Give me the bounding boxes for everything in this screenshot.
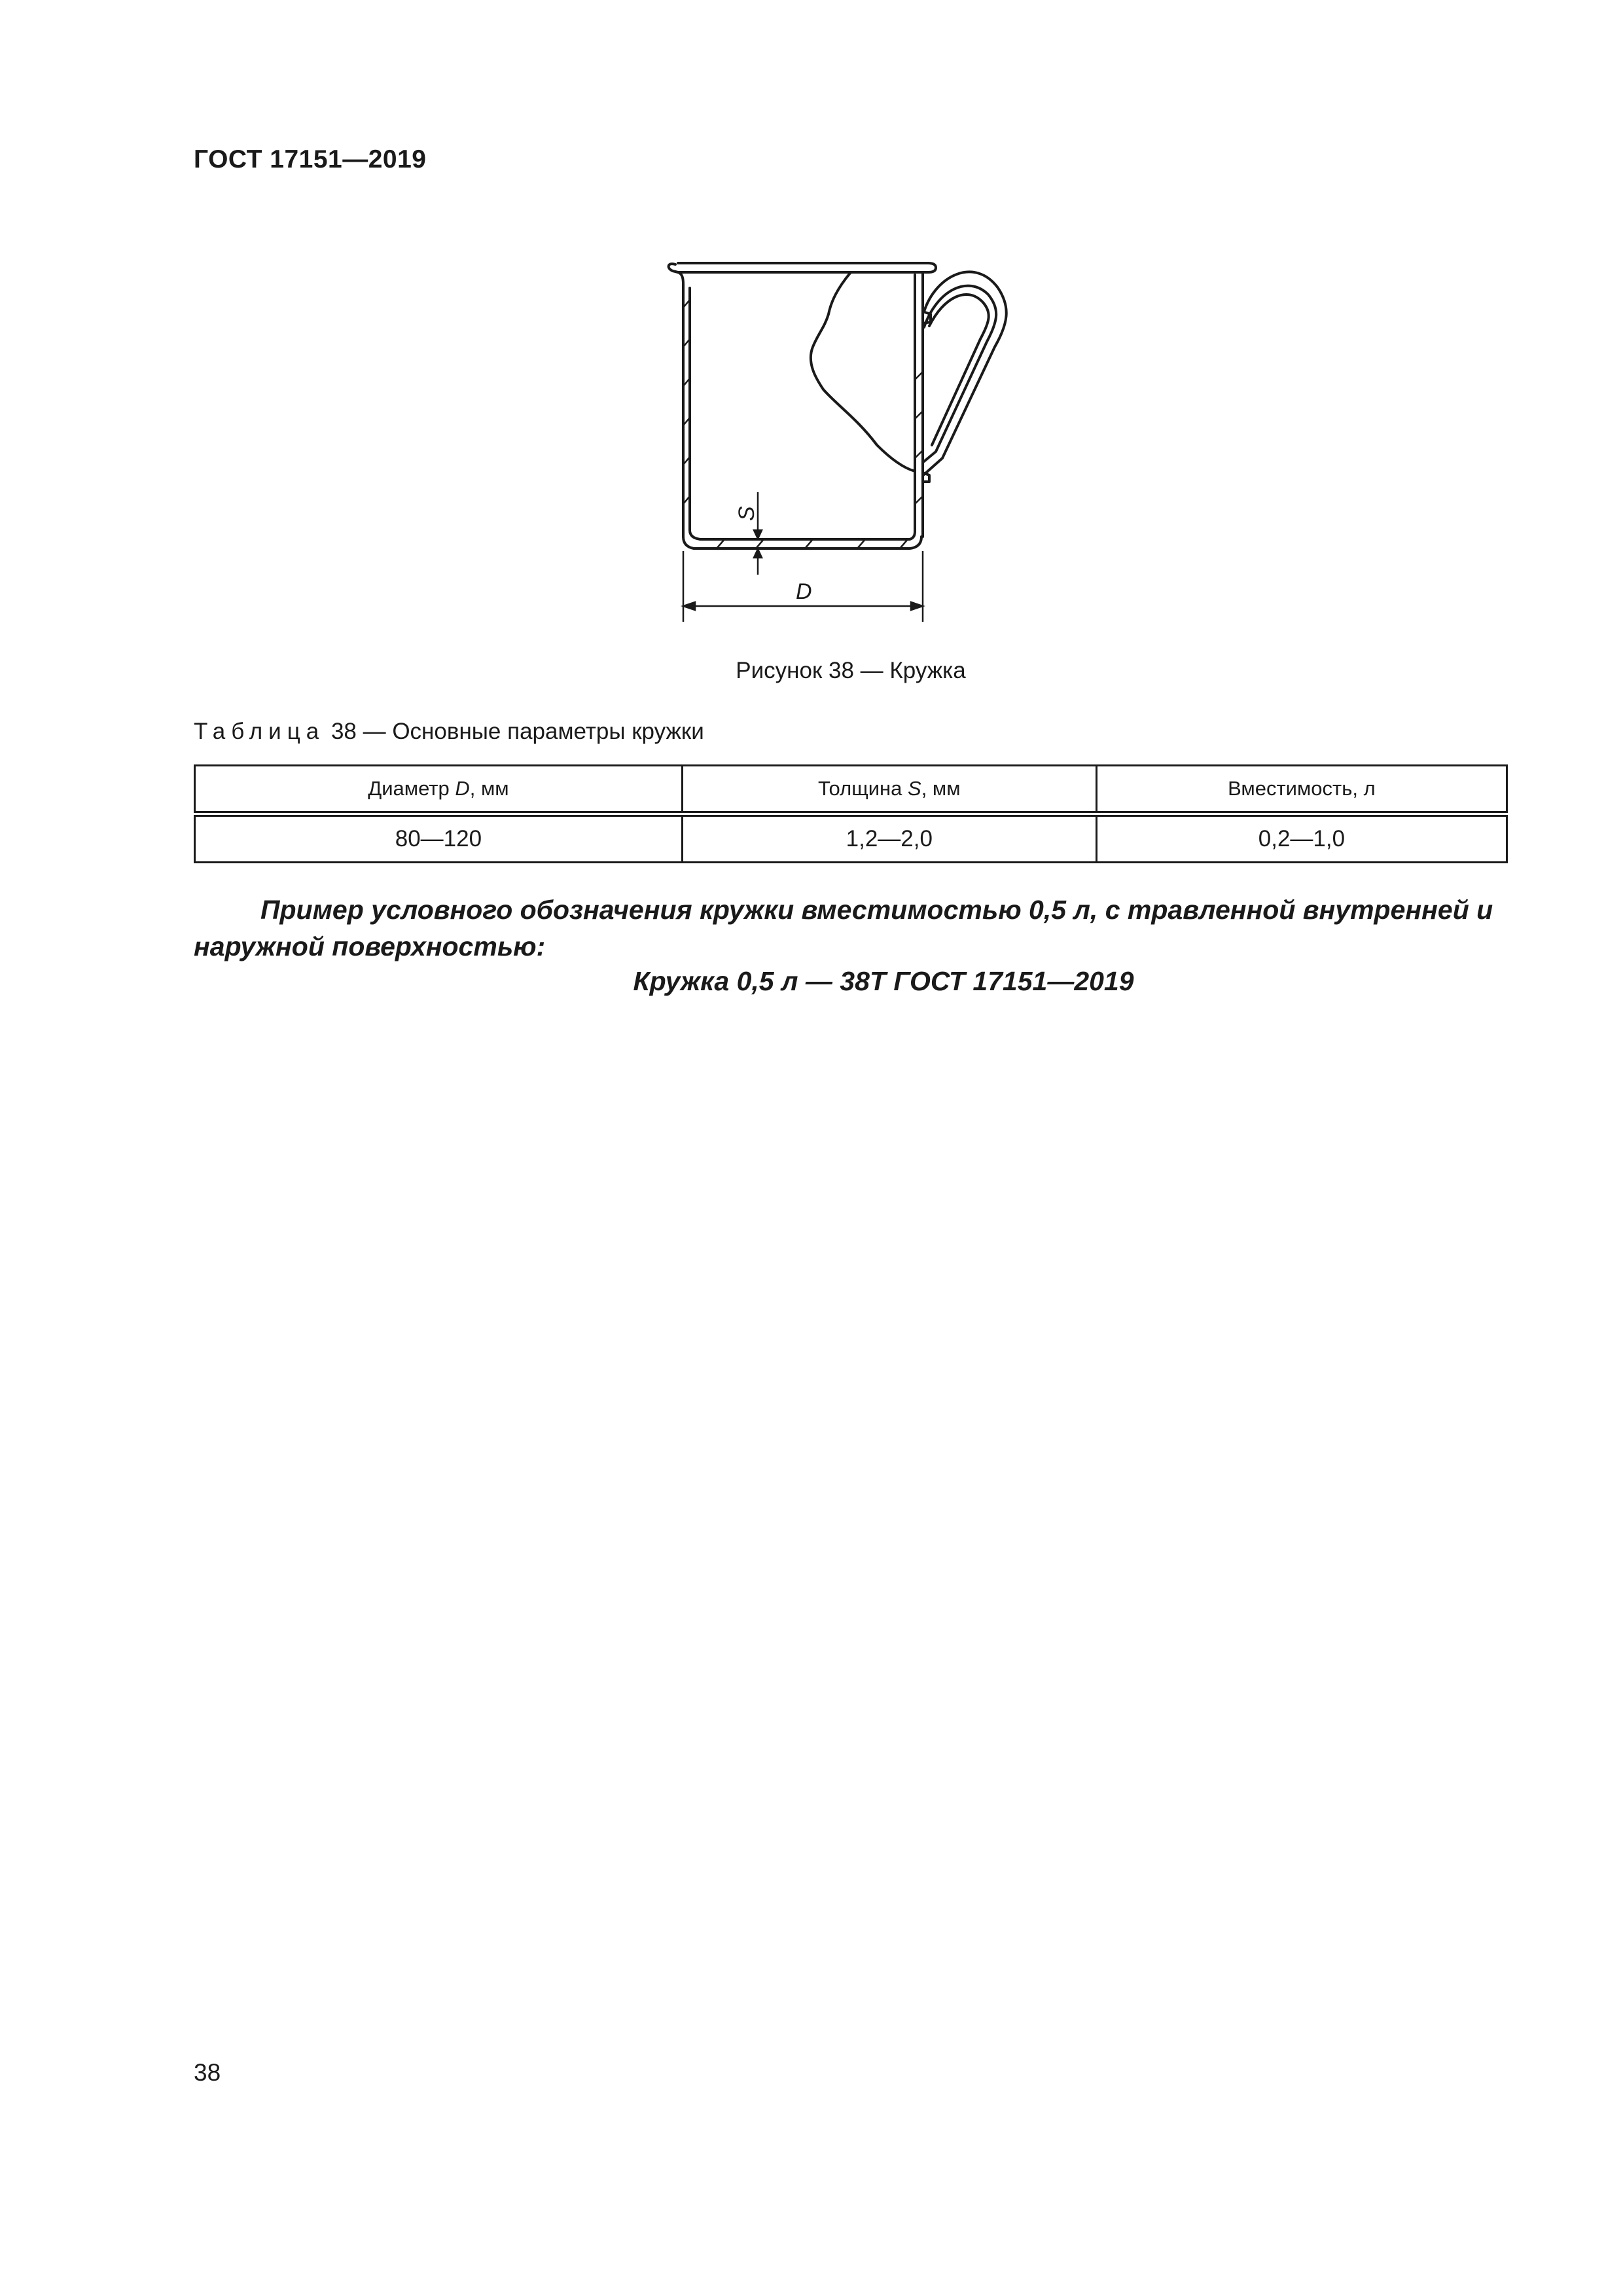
page-number: 38 (194, 2059, 221, 2086)
diameter-label-d: D (796, 579, 812, 604)
cell-capacity: 0,2—1,0 (1096, 814, 1507, 863)
table-caption-text: 38 — Основные параметры кружки (325, 719, 704, 744)
example-designation: Кружка 0,5 л — 38Т ГОСТ 17151—2019 (633, 966, 1134, 996)
column-header-diameter: Диаметр D, мм (195, 766, 683, 814)
table-header-row (195, 766, 1507, 814)
cell-diameter: 80—120 (195, 814, 683, 863)
column-header-capacity: Вместимость, л (1096, 766, 1507, 814)
thickness-label-s: S (734, 506, 759, 521)
mug-drawing (641, 249, 1060, 641)
parameters-table (194, 764, 1508, 863)
document-header: ГОСТ 17151—2019 (194, 145, 427, 173)
table-row (195, 814, 1507, 863)
table-caption (194, 719, 704, 745)
example-paragraph: Пример условного обозначения кружки вместимостью 0,5 л, с травленной внутренней и наружной поверхностью: (194, 895, 1493, 961)
column-header-thickness: Толщина S, мм (682, 766, 1096, 814)
cell-thickness: 1,2—2,0 (682, 814, 1096, 863)
table-caption-prefix: Таблица (194, 719, 325, 744)
figure-caption: Рисунок 38 — Кружка (736, 658, 966, 683)
